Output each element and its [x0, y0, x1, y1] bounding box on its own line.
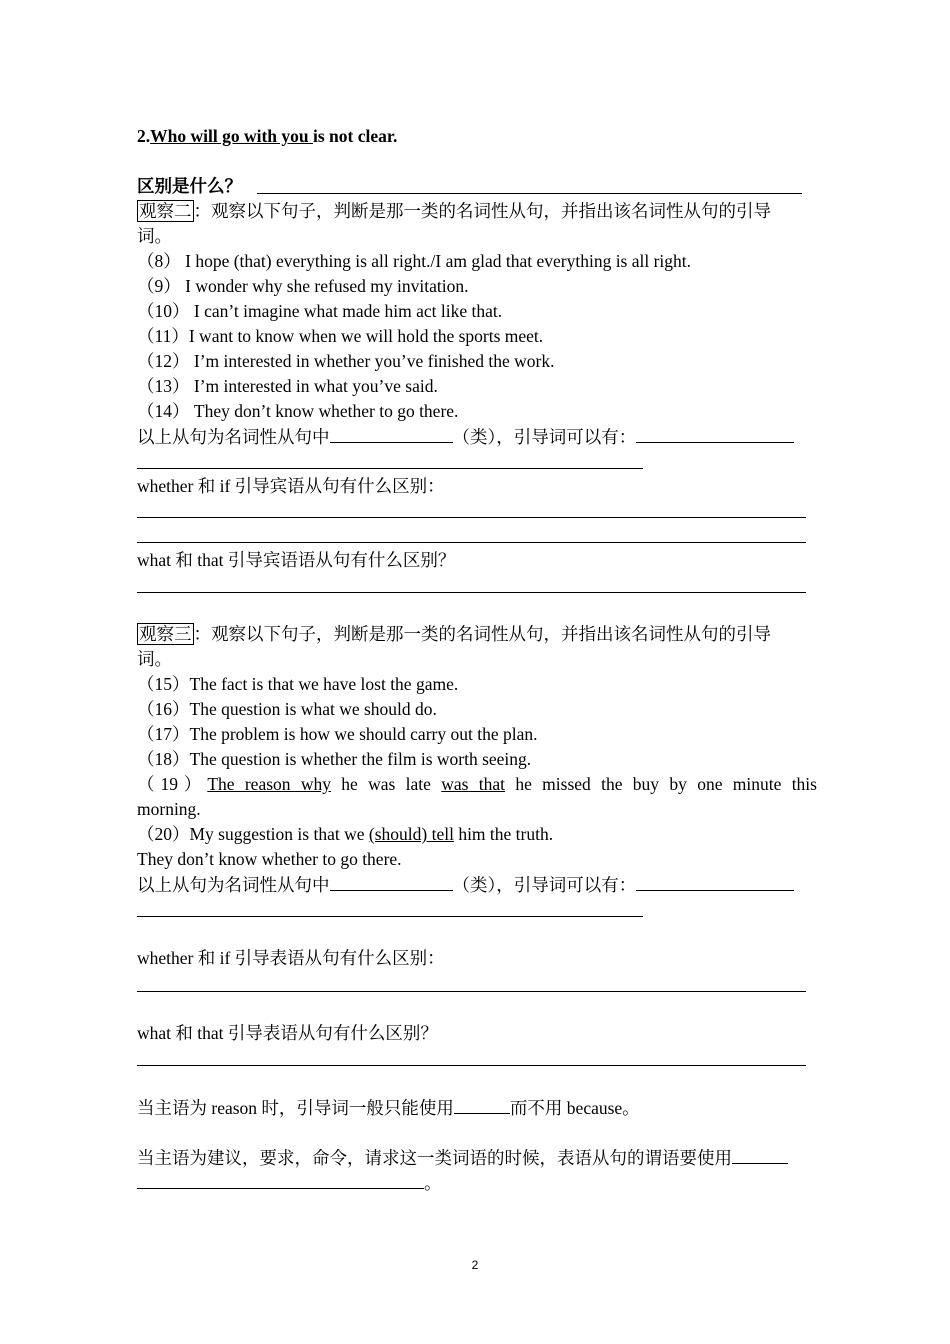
underlined-clause: Who will go with you	[150, 126, 313, 146]
obs2-instruction-cont: 词。	[137, 226, 172, 246]
answer-line[interactable]	[137, 916, 643, 917]
answer-line[interactable]	[137, 592, 806, 593]
obs3-what-that-question: what 和 that 引导表语从句有什么区别？	[137, 1023, 438, 1043]
sentence-15: （15）The fact is that we have lost the game.	[137, 674, 459, 694]
answer-line[interactable]	[137, 1065, 806, 1066]
reason-rule-a: 当主语为 reason 时，引导词一般只能使用	[137, 1098, 454, 1118]
sentence-10: （10） I can’t imagine what made him act like that.	[137, 301, 503, 321]
obs3-instruction	[137, 622, 817, 647]
obs3-summary-a: 以上从句为名词性从句中	[137, 875, 330, 895]
sentence-14: （14） They don’t know whether to go there.	[137, 401, 459, 421]
obs2-summary	[137, 424, 817, 450]
connector-blank[interactable]	[636, 424, 794, 443]
obs3-tag: 观察三	[139, 624, 192, 644]
suggestion-blank[interactable]	[732, 1145, 788, 1164]
heading-rest: is not clear.	[313, 126, 398, 146]
obs3-instruction-cont: 词。	[137, 649, 172, 669]
sentence-19-text: he was late	[330, 774, 442, 794]
sentence-19-text-2: he missed the buy by one minute this	[505, 774, 817, 794]
sentence-19-number: （19）	[137, 774, 208, 794]
difference-question-text: 区别是什么？	[137, 176, 242, 196]
answer-line[interactable]	[257, 193, 802, 194]
sentence-17: （17）The problem is how we should carry out the plan.	[137, 724, 538, 744]
answer-line[interactable]	[137, 542, 806, 543]
answer-line[interactable]	[137, 517, 806, 518]
sentence-20-verb: (should) tell	[368, 824, 454, 844]
suggestion-rule	[137, 1145, 817, 1171]
obs3-whether-if-question: whether 和 if 引导表语从句有什么区别：	[137, 948, 445, 968]
sentence-9: （9） I wonder why she refused my invitation.	[137, 276, 469, 296]
sentence-19-subject: The reason why	[207, 774, 331, 794]
difference-question	[137, 174, 817, 199]
page-number: 2	[471, 1258, 479, 1272]
type-blank[interactable]	[330, 424, 453, 443]
obs2-instruction	[137, 199, 817, 224]
sentence-12: （12） I’m interested in whether you’ve finished the work.	[137, 351, 555, 371]
sentence-20	[137, 822, 817, 847]
obs2-whether-if-question: whether 和 if 引导宾语从句有什么区别：	[137, 476, 445, 496]
sentence-19-link: was that	[441, 774, 506, 794]
obs2-tag: 观察二	[139, 201, 192, 221]
obs3-instruction-text: ：观察以下句子，判断是那一类的名词性从句，并指出该名词性从句的引导	[193, 624, 771, 644]
sentence-13: （13） I’m interested in what you’ve said.	[137, 376, 438, 396]
sentence-20-rest: him the truth.	[453, 824, 554, 844]
sentence-20-text: （20）My suggestion is that we	[137, 824, 369, 844]
obs2-summary-a: 以上从句为名词性从句中	[137, 427, 330, 447]
extra-sentence: They don’t know whether to go there.	[137, 849, 402, 869]
type-blank[interactable]	[330, 872, 453, 891]
obs2-summary-b: （类），引导词可以有：	[452, 427, 637, 447]
obs2-what-that-question: what 和 that 引导宾语语从句有什么区别？	[137, 550, 456, 570]
reason-rule-b: 而不用 because。	[509, 1098, 640, 1118]
obs2-instruction-text: ：观察以下句子，判断是那一类的名词性从句，并指出该名词性从句的引导	[193, 201, 771, 221]
sentence-8: （8） I hope (that) everything is all right./I am glad that everything is all right.	[137, 251, 692, 271]
connector-blank[interactable]	[636, 872, 794, 891]
obs3-summary	[137, 872, 817, 898]
section-number: 2.	[137, 126, 151, 146]
answer-line[interactable]	[137, 468, 643, 469]
answer-line[interactable]	[137, 991, 806, 992]
suggestion-blank-2[interactable]	[137, 1170, 424, 1189]
sentence-19-cont: morning.	[137, 799, 201, 819]
reason-rule	[137, 1095, 817, 1121]
section-2-heading	[137, 124, 817, 149]
suggestion-rule-cont	[137, 1170, 817, 1196]
sentence-19	[137, 772, 817, 797]
suggestion-end: 。	[424, 1173, 442, 1193]
obs3-summary-b: （类），引导词可以有：	[452, 875, 637, 895]
reason-blank[interactable]	[454, 1095, 510, 1114]
sentence-18: （18）The question is whether the film is worth seeing.	[137, 749, 532, 769]
suggestion-rule-text: 当主语为建议，要求，命令，请求这一类词语的时候，表语从句的谓语要使用	[137, 1148, 732, 1168]
sentence-11: （11）I want to know when we will hold the sports meet.	[137, 326, 544, 346]
sentence-16: （16）The question is what we should do.	[137, 699, 437, 719]
